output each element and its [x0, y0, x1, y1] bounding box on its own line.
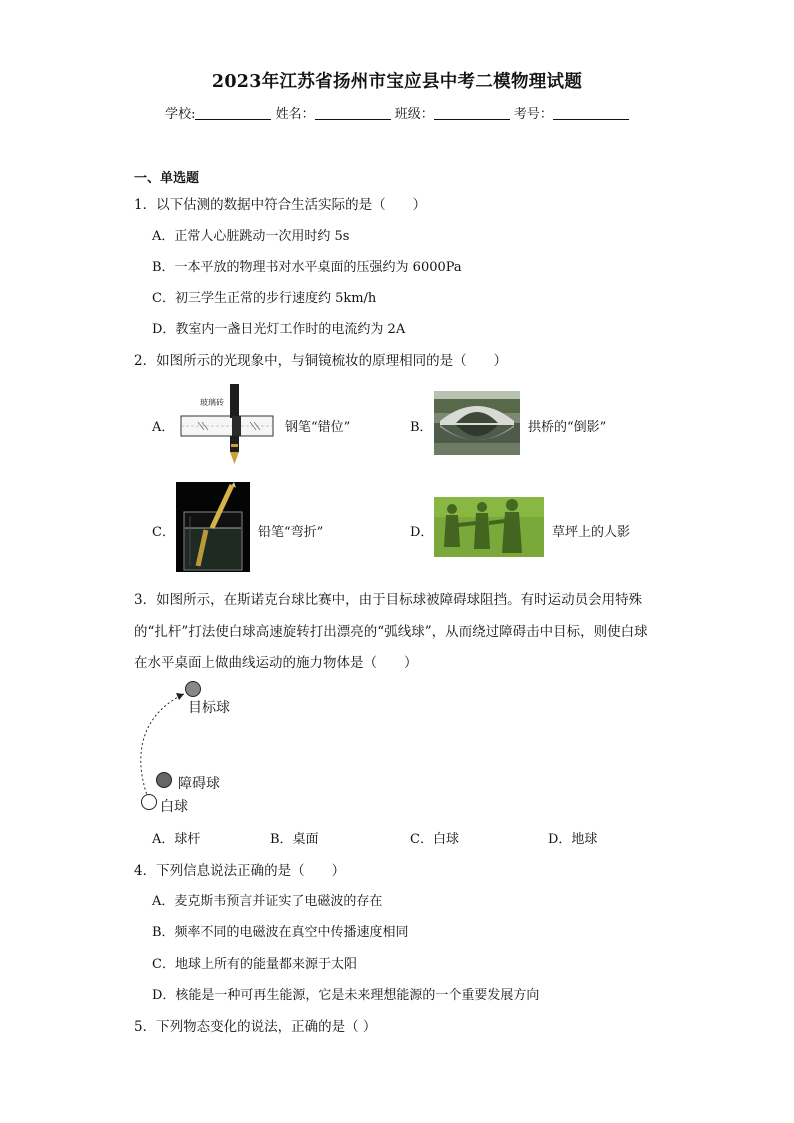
question-4-stem: 4．下列信息说法正确的是（ ） [134, 863, 346, 879]
question-2-option-c-letter: C． [152, 525, 175, 540]
page-title: 2023年江苏省扬州市宝应县中考二模物理试题 [211, 72, 583, 92]
question-2-option-c-caption: 铅笔“弯折” [258, 525, 324, 540]
section-heading: 一、单选题 [134, 171, 200, 186]
question-2-option-d-letter: D． [410, 525, 434, 540]
name-label: 姓名： [275, 107, 315, 122]
student-info-line [0, 103, 794, 122]
question-3-line-3: 在水平桌面上做曲线运动的施力物体是（ ） [134, 655, 418, 671]
obstacle-ball [157, 773, 172, 788]
arch-bridge-reflection-image [434, 391, 520, 455]
exam-no-blank [553, 107, 629, 120]
target-ball [186, 682, 201, 697]
question-2-option-a-caption: 钢笔“错位” [285, 420, 351, 435]
question-2-option-d-caption: 草坪上的人影 [552, 525, 631, 540]
class-blank [434, 107, 510, 120]
question-3-option-d: D．地球 [548, 832, 598, 847]
question-3-option-b: B．桌面 [270, 832, 319, 847]
pencil-in-water-image [176, 482, 250, 572]
lawn-shadow-image [434, 497, 544, 557]
target-ball-label: 目标球 [188, 700, 230, 716]
glass-brick-label: 玻璃砖 [200, 398, 224, 407]
name-blank [315, 107, 391, 120]
question-1-option-d: D．教室内一盏日光灯工作时的电流约为 2A [152, 322, 406, 337]
school-label: 学校: [165, 107, 196, 122]
obstacle-ball-label: 障碍球 [178, 776, 220, 792]
question-4-option-b: B．频率不同的电磁波在真空中传播速度相同 [152, 925, 409, 940]
pen-glass-brick-image [178, 382, 278, 466]
question-2-option-a-letter: A． [152, 420, 175, 435]
question-5-stem: 5．下列物态变化的说法，正确的是（ ） [134, 1019, 377, 1035]
question-3-line-1: 3．如图所示，在斯诺克台球比赛中，由于目标球被障碍球阻挡。有时运动员会用特殊 [134, 592, 643, 608]
question-1-option-a: A．正常人心脏跳动一次用时约 5s [152, 229, 350, 244]
cue-ball [142, 795, 157, 810]
class-label: 班级： [394, 107, 434, 122]
question-2-option-b-caption: 拱桥的“倒影” [528, 420, 607, 435]
question-4-option-c: C．地球上所有的能量都来源于太阳 [152, 957, 357, 972]
question-3-line-2: 的“扎杆”打法使白球高速旋转打出漂亮的“弧线球”，从而绕过障碍击中目标，则使白球 [134, 624, 648, 640]
question-1-option-c: C．初三学生正常的步行速度约 5km/h [152, 291, 377, 306]
question-1-option-b: B．一本平放的物理书对水平桌面的压强约为 6000Pa [152, 260, 462, 275]
question-3-option-c: C．白球 [410, 832, 459, 847]
exam-no-label: 考号： [513, 107, 553, 122]
school-blank [195, 107, 271, 120]
question-1-stem: 1．以下估测的数据中符合生活实际的是（ ） [134, 197, 427, 213]
question-2-option-b-letter: B． [410, 420, 433, 435]
question-2-stem: 2．如图所示的光现象中，与铜镜梳妆的原理相同的是（ ） [134, 353, 508, 369]
question-4-option-d: D．核能是一种可再生能源，它是未来理想能源的一个重要发展方向 [152, 988, 540, 1003]
question-3-option-a: A．球杆 [152, 832, 201, 847]
question-4-option-a: A．麦克斯韦预言并证实了电磁波的存在 [152, 894, 383, 909]
cue-ball-label: 白球 [160, 799, 188, 815]
